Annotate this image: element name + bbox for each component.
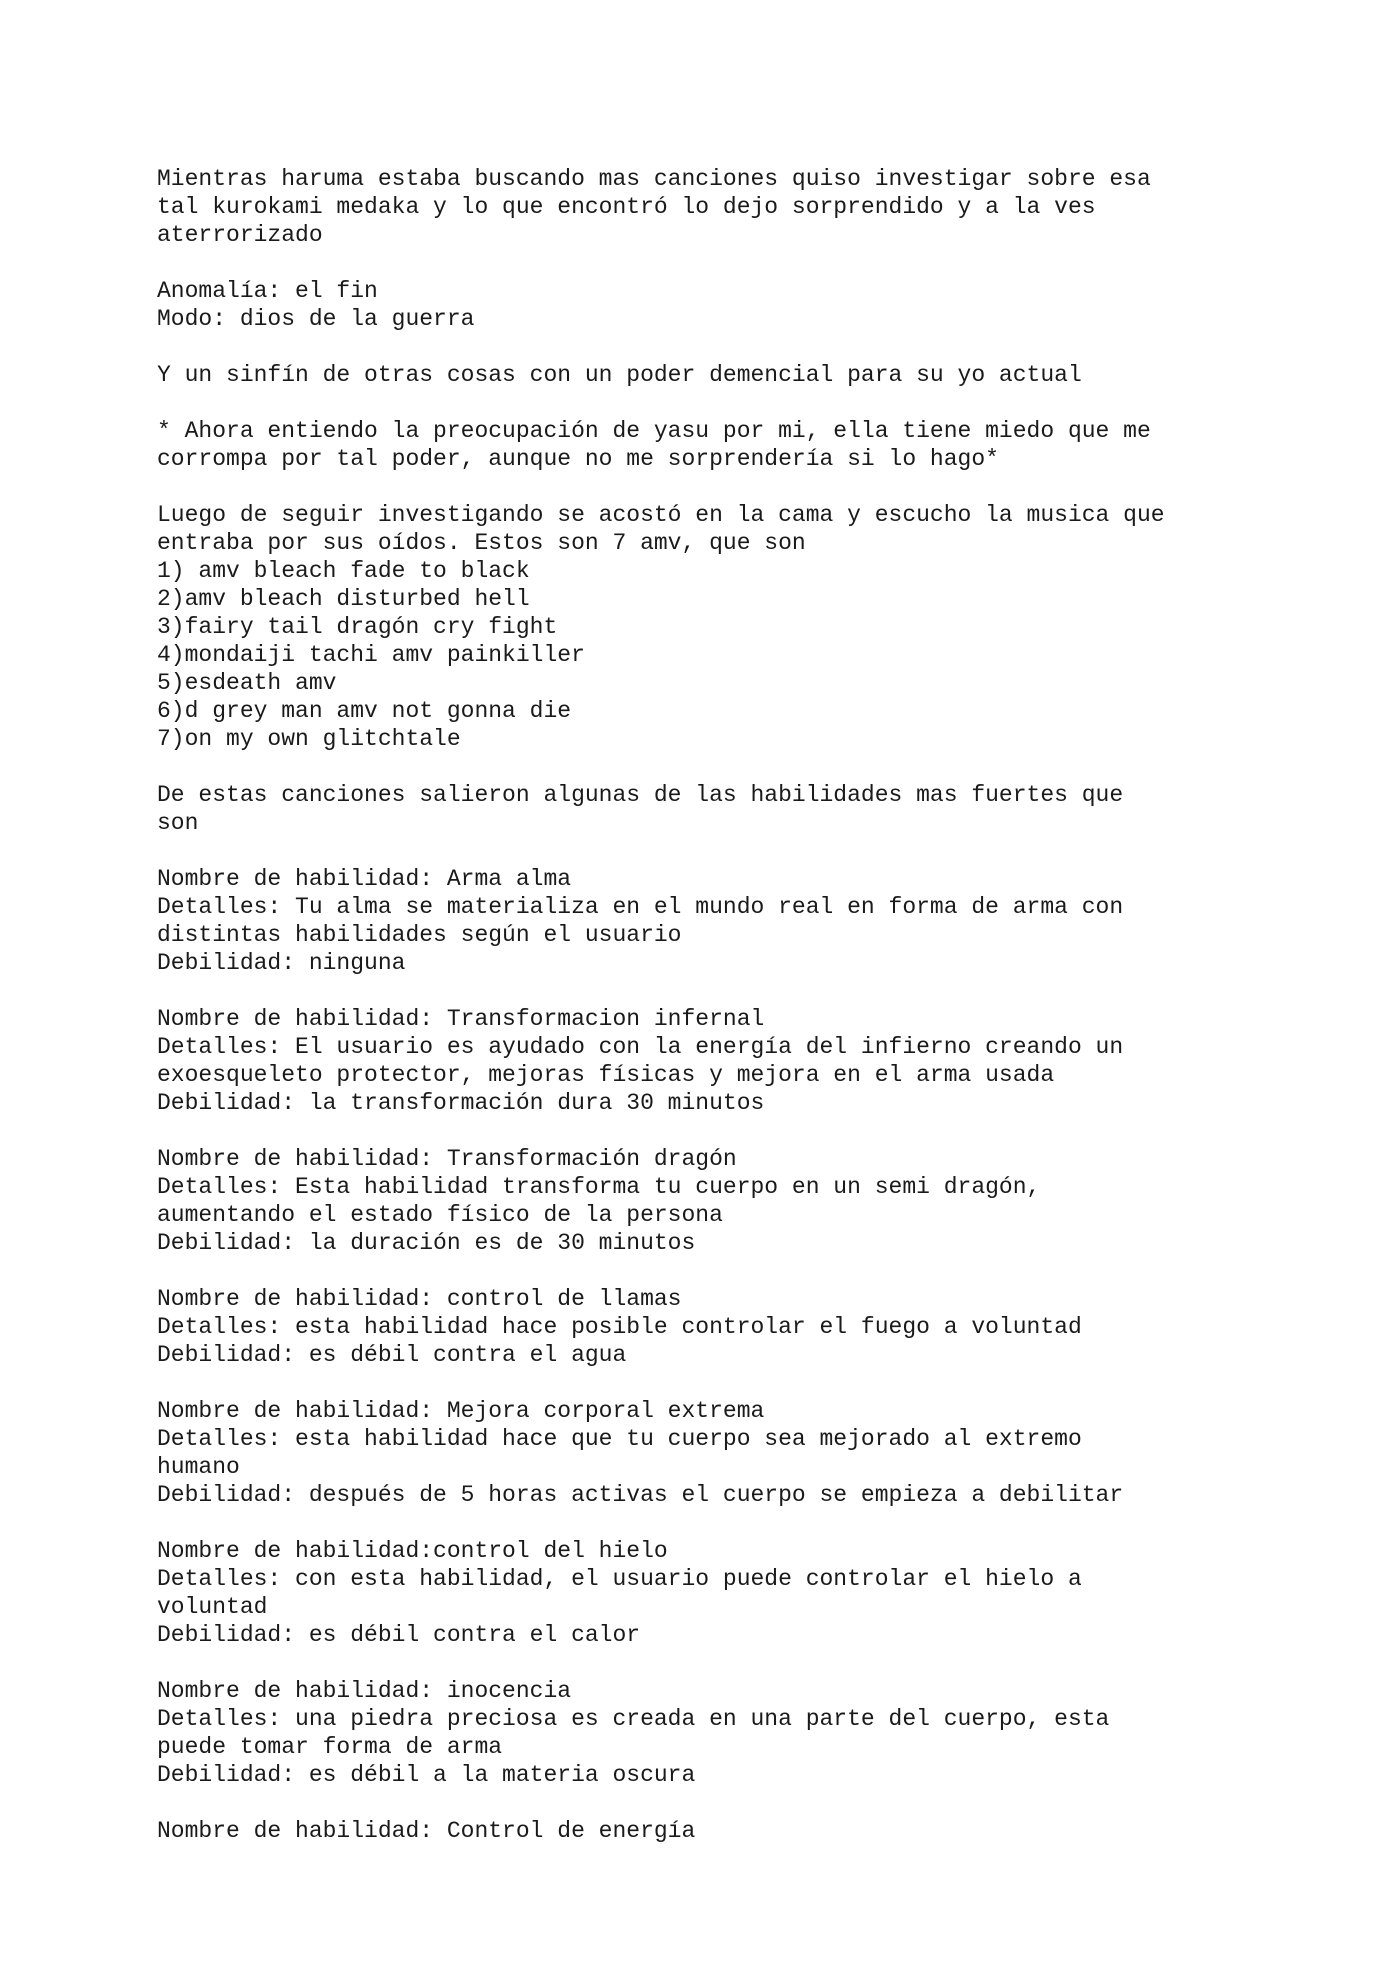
ability-weakness-line: Debilidad: después de 5 horas activas el cuerpo se empieza a debilitar — [157, 1482, 1124, 1508]
ability-name-line: Nombre de habilidad: Mejora corporal extrema — [157, 1398, 765, 1424]
ability-name-line: Nombre de habilidad: Transformacion infernal — [157, 1006, 765, 1032]
blank-line — [157, 1509, 1277, 1537]
text-line: Y un sinfín de otras cosas con un poder demencial para su yo actual — [157, 362, 1082, 388]
blank-line — [157, 1117, 1277, 1145]
ability-name-line: Nombre de habilidad: Transformación dragón — [157, 1146, 737, 1172]
document-body — [157, 165, 1277, 1845]
blank-line — [157, 389, 1277, 417]
text-line: son — [157, 810, 199, 836]
ability-name-line: Nombre de habilidad:control del hielo — [157, 1538, 668, 1564]
song-list-item: 5)esdeath amv — [157, 670, 337, 696]
ability-weakness-line: Debilidad: la duración es de 30 minutos — [157, 1230, 696, 1256]
ability-name-line: Nombre de habilidad: Arma alma — [157, 866, 572, 892]
ability-name-line: Nombre de habilidad: inocencia — [157, 1678, 572, 1704]
text-line: corrompa por tal poder, aunque no me sorprendería si lo hago* — [157, 446, 999, 472]
blank-line — [157, 977, 1277, 1005]
blank-line — [157, 753, 1277, 781]
ability-details-line: Detalles: Esta habilidad transforma tu cuerpo en un semi dragón, — [157, 1174, 1041, 1200]
ability-name-line: Nombre de habilidad: control de llamas — [157, 1286, 682, 1312]
song-list-item: 6)d grey man amv not gonna die — [157, 698, 572, 724]
text-line: aterrorizado — [157, 222, 323, 248]
ability-details-line: Detalles: esta habilidad hace posible controlar el fuego a voluntad — [157, 1314, 1082, 1340]
song-list-item: 3)fairy tail dragón cry fight — [157, 614, 558, 640]
blank-line — [157, 333, 1277, 361]
blank-line — [157, 473, 1277, 501]
blank-line — [157, 837, 1277, 865]
ability-weakness-line: Debilidad: es débil contra el calor — [157, 1622, 641, 1648]
song-list-item: 4)mondaiji tachi amv painkiller — [157, 642, 585, 668]
ability-details-line: Detalles: El usuario es ayudado con la energía del infierno creando un — [157, 1034, 1124, 1060]
blank-line — [157, 249, 1277, 277]
song-list-item: 7)on my own glitchtale — [157, 726, 461, 752]
blank-line — [157, 1649, 1277, 1677]
ability-weakness-line: Debilidad: es débil a la materia oscura — [157, 1762, 696, 1788]
ability-name-line: Nombre de habilidad: Control de energía — [157, 1818, 696, 1844]
ability-details-line: Detalles: Tu alma se materializa en el mundo real en forma de arma con — [157, 894, 1124, 920]
text-line: Anomalía: el fin — [157, 278, 378, 304]
ability-details-line: voluntad — [157, 1594, 268, 1620]
ability-details-line: distintas habilidades según el usuario — [157, 922, 682, 948]
song-list-item: 1) amv bleach fade to black — [157, 558, 530, 584]
text-line: Mientras haruma estaba buscando mas canciones quiso investigar sobre esa — [157, 166, 1151, 192]
blank-line — [157, 1369, 1277, 1397]
text-line: De estas canciones salieron algunas de las habilidades mas fuertes que — [157, 782, 1124, 808]
ability-details-line: Detalles: una piedra preciosa es creada en una parte del cuerpo, esta — [157, 1706, 1110, 1732]
blank-line — [157, 1789, 1277, 1817]
ability-details-line: puede tomar forma de arma — [157, 1734, 503, 1760]
text-line: entraba por sus oídos. Estos son 7 amv, que son — [157, 530, 806, 556]
ability-details-line: Detalles: esta habilidad hace que tu cuerpo sea mejorado al extremo — [157, 1426, 1082, 1452]
ability-details-line: humano — [157, 1454, 240, 1480]
ability-details-line: exoesqueleto protector, mejoras físicas y mejora en el arma usada — [157, 1062, 1055, 1088]
text-line: Luego de seguir investigando se acostó en la cama y escucho la musica que — [157, 502, 1165, 528]
blank-line — [157, 1257, 1277, 1285]
ability-weakness-line: Debilidad: es débil contra el agua — [157, 1342, 627, 1368]
text-line: Modo: dios de la guerra — [157, 306, 475, 332]
text-line: * Ahora entiendo la preocupación de yasu por mi, ella tiene miedo que me — [157, 418, 1151, 444]
ability-weakness-line: Debilidad: la transformación dura 30 minutos — [157, 1090, 765, 1116]
ability-details-line: aumentando el estado físico de la persona — [157, 1202, 723, 1228]
song-list-item: 2)amv bleach disturbed hell — [157, 586, 530, 612]
ability-details-line: Detalles: con esta habilidad, el usuario puede controlar el hielo a — [157, 1566, 1082, 1592]
ability-weakness-line: Debilidad: ninguna — [157, 950, 406, 976]
text-line: tal kurokami medaka y lo que encontró lo dejo sorprendido y a la ves — [157, 194, 1096, 220]
